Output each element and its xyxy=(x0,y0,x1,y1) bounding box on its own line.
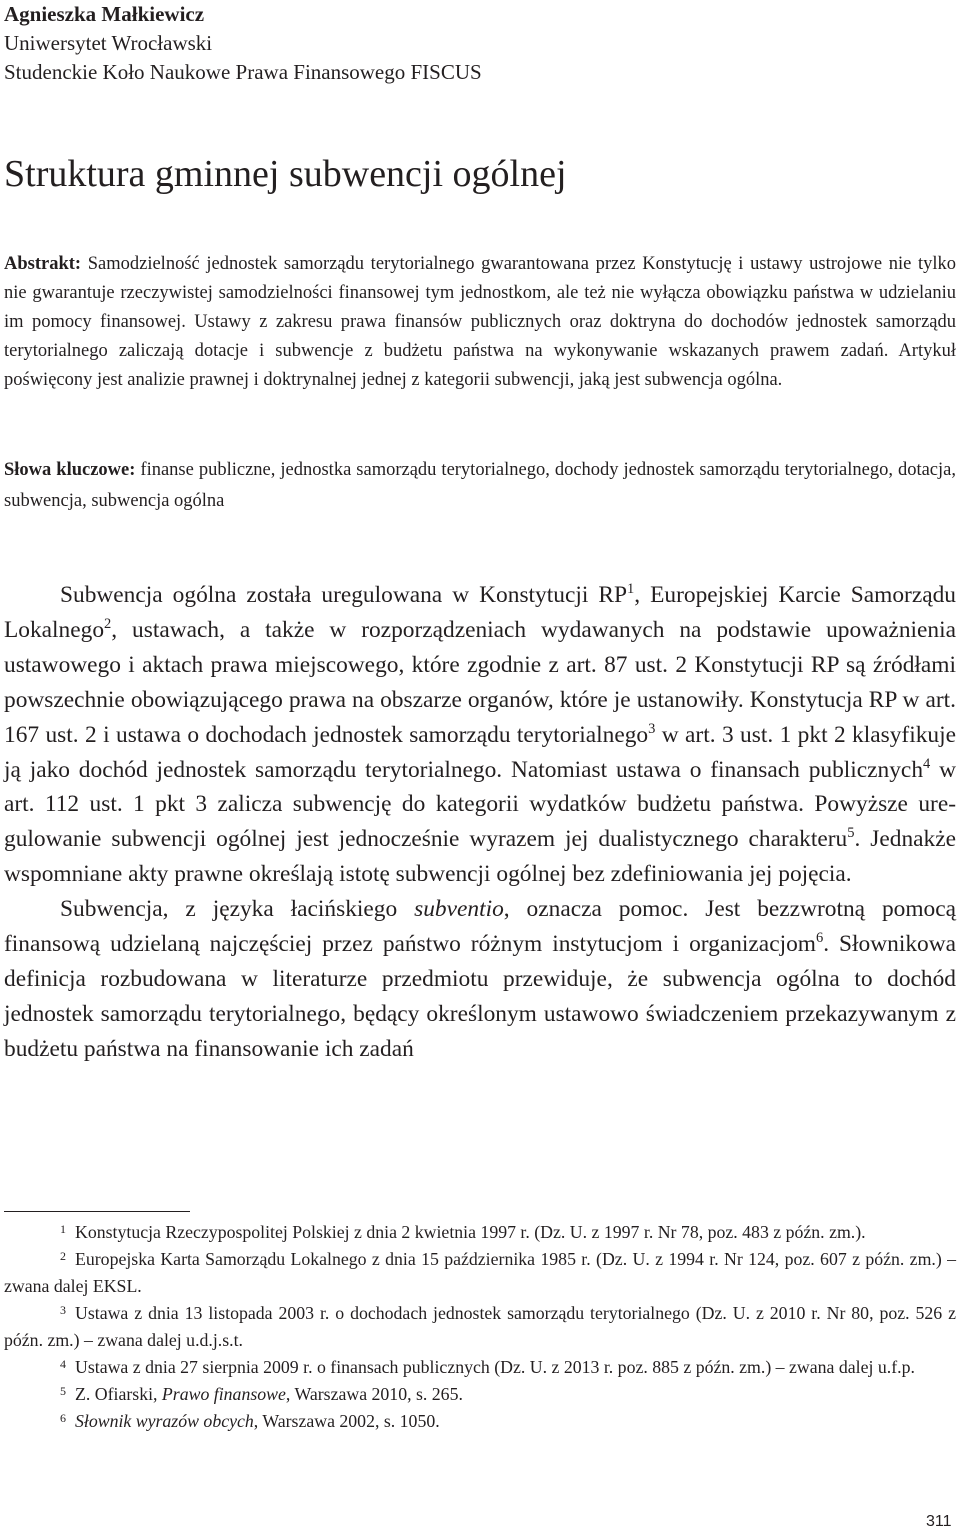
abstract-label: Abstrakt: xyxy=(4,254,82,274)
footnote-ref: 1 xyxy=(626,581,635,598)
footnote xyxy=(4,1354,956,1381)
author-block xyxy=(4,0,482,87)
article-title: Struktura gminnej subwencji ogólnej xyxy=(4,153,567,195)
body-paragraph-2 xyxy=(4,892,956,1067)
latin-term: subventio xyxy=(414,896,504,923)
footnotes xyxy=(4,1219,956,1435)
footnote-ref: 6 xyxy=(815,930,824,947)
body-text-span: , oznacza pomoc. Jest bezzwrotną pomocą finansową udzielaną najczęściej przez państwo różnym instytucjom i organizacjom xyxy=(4,896,956,958)
footnote-text: Konstytucja Rzeczypospolitej Polskiej z dnia 2 kwietnia 1997 r. (Dz. U. z 1997 r. Nr 78, poz. 483 z późn. zm.). xyxy=(75,1222,866,1242)
page-number: 311 xyxy=(926,1513,952,1530)
book-title: Słownik wyrazów obcych xyxy=(75,1411,254,1431)
body-text-span: , ustawach, a także w rozporządzeniach wydawanych na podstawie upoważnienia ustawowego i aktach prawa miejscowego, które zgodnie z art. 87 ust. 2 Konstytucji RP są źródłami powszechnie obowiązującego prawa na obszarze organów, które je ustanowiły. Konstytucja RP w art. 167 ust. 2 i ustawa o dochodach jednostek samorządu terytorialnego xyxy=(4,616,956,748)
footnote-divider xyxy=(4,1211,190,1212)
body-text-span: . Słownikowa definicja rozbudowana w literaturze przedmiotu przewiduje, że subwencja ogólna to dochód jednostek samorządu terytorialnego, będący określonym ustawowo świadczeniem przekazywanym z budżetu państwa na finansowanie ich zadań xyxy=(4,931,956,1062)
body-text-span: , Europejskiej Karcie Samorządu Lokalnego xyxy=(4,582,956,643)
body-text-span: w art. 112 ust. 1 pkt 3 zalicza subwencję do kategorii wydatków budżetu państwa. Powyższe uregulowanie subwencji ogólnej jest jednocześnie wyrazem jej dualistycznego charakteru xyxy=(4,756,956,853)
footnote xyxy=(4,1246,956,1300)
keywords-label: Słowa kluczowe: xyxy=(4,460,136,480)
author-affiliation: Uniwersytet Wrocławski xyxy=(4,31,213,55)
footnote-number: 6 xyxy=(60,1411,66,1425)
footnote-text: Ustawa z dnia 27 sierpnia 2009 r. o finansach publicznych (Dz. U. z 2013 r. poz. 885 z późn. zm.) – zwana dalej u.f.p. xyxy=(75,1357,915,1377)
footnote-ref: 3 xyxy=(648,720,656,737)
abstract-text: Samodzielność jednostek samorządu terytorialnego gwarantowana przez Konstytucję i ustawy ustrojowe nie tylko nie gwarantuje rzeczywistej samodzielności finansowej tym jednostkom, ale też nie wyłącza obowiązku państwa w udzielaniu im pomocy finansowej. Ustawy z zakresu prawa finansów publicznych oraz doktryna do dochodów jednostek samorządu terytorialnego zaliczają dotacje i subwencje z budżetu państwa na wykonywanie wskazanych prawem zadań. Artykuł poświęcony jest analizie prawnej i doktrynalnej jednej z kategorii subwencji, jaką jest subwencja ogólna. xyxy=(4,254,956,390)
body-text-span: Subwencja ogólna została uregulowana w Konstytucji RP xyxy=(60,582,627,608)
keywords xyxy=(4,455,956,517)
footnote-number: 2 xyxy=(60,1249,66,1263)
body-paragraph-1 xyxy=(4,578,956,892)
body-text-span: w art. 3 ust. 1 pkt 2 klasyfikuje ją jako dochód jednostek samorządu terytorialnego. Natomiast ustawa o finansach publicznych xyxy=(4,721,956,783)
body-text xyxy=(4,578,956,1067)
footnote-number: 4 xyxy=(60,1357,66,1371)
footnote-text: Europejska Karta Samorządu Lokalnego z dnia 15 października 1985 r. (Dz. U. z 1994 r. Nr 124, poz. 607 z późn. zm.) – zwana dalej EKSL. xyxy=(4,1249,956,1296)
footnote-text: Ustawa z dnia 13 listopada 2003 r. o dochodach jednostek samorządu terytorialnego (Dz. U. z 2010 r. Nr 80, poz. 526 z późn. zm.) – zwana dalej u.d.j.s.t. xyxy=(4,1303,956,1350)
footnote xyxy=(4,1408,956,1435)
footnote-number: 3 xyxy=(60,1303,66,1317)
book-title: Prawo finansowe xyxy=(161,1384,286,1404)
author-name: Agnieszka Małkiewicz xyxy=(4,2,205,26)
keywords-text: finanse publiczne, jednostka samorządu terytorialnego, dochody jednostek samorządu terytorialnego, dotacja, subwencja, subwencja ogólna xyxy=(4,460,956,511)
footnote-ref: 4 xyxy=(923,755,931,772)
author-club: Studenckie Koło Naukowe Prawa Finansowego FISCUS xyxy=(4,60,482,84)
footnote xyxy=(4,1219,956,1246)
footnote-text: , Warszawa 2002, s. 1050. xyxy=(253,1411,440,1431)
abstract xyxy=(4,250,956,395)
body-text-span: Subwencja, z języka łacińskiego xyxy=(60,896,415,923)
footnote xyxy=(4,1300,956,1354)
body-text-span: . Jednakże wspomniane akty prawne określają istotę subwencji ogólnej bez zdefiniowania jej pojęcia. xyxy=(4,826,956,888)
footnote-text: Z. Ofiarski, xyxy=(75,1384,162,1404)
footnote-number: 5 xyxy=(60,1384,66,1398)
footnote-ref: 2 xyxy=(104,616,112,633)
footnote-number: 1 xyxy=(60,1222,66,1236)
footnote-ref: 5 xyxy=(847,825,855,842)
footnote xyxy=(4,1381,956,1408)
footnote-text: , Warszawa 2010, s. 265. xyxy=(285,1384,463,1404)
